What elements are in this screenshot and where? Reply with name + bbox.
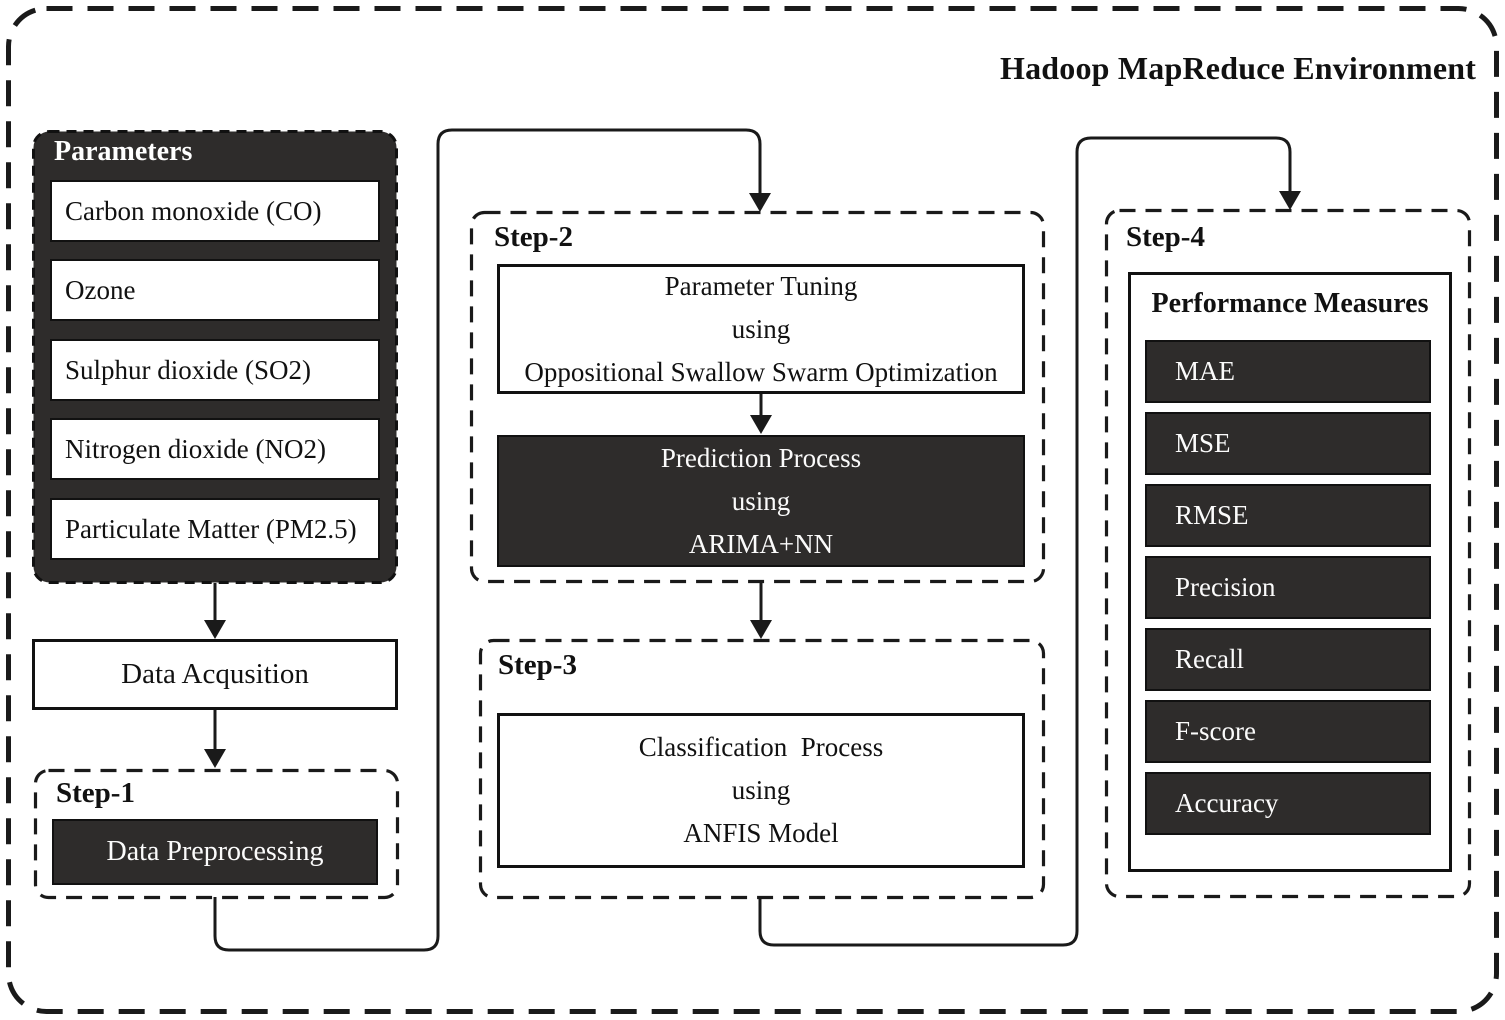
classification-process-box xyxy=(497,713,1025,868)
parameter-item-so2: Sulphur dioxide (SO2) xyxy=(50,339,380,401)
parameters-title: Parameters xyxy=(54,136,193,167)
prediction-line-1: Prediction Process xyxy=(660,442,862,473)
parameter-item-pm25: Particulate Matter (PM2.5) xyxy=(50,498,380,560)
arrowhead-into-step2 xyxy=(749,193,771,212)
step2-label: Step-2 xyxy=(494,221,573,253)
performance-measures-header: Performance Measures xyxy=(1151,288,1429,319)
tuning-line-1: Parameter Tuning xyxy=(664,270,858,301)
measure-mae: MAE xyxy=(1145,340,1431,403)
data-preprocessing-box: Data Preprocessing xyxy=(52,819,378,885)
measure-fscore: F-score xyxy=(1145,700,1431,763)
classification-line-1: Classification Process xyxy=(638,732,884,762)
environment-title: Hadoop MapReduce Environment xyxy=(1000,50,1477,86)
step1-label: Step-1 xyxy=(56,777,135,809)
tuning-line-3: Oppositional Swallow Swarm Optimization xyxy=(524,356,998,387)
parameter-item-no2: Nitrogen dioxide (NO2) xyxy=(50,418,380,480)
arrowhead-into-step3 xyxy=(750,620,772,639)
parameter-tuning-box xyxy=(497,264,1025,394)
arrowhead-into-acquisition xyxy=(204,620,226,639)
classification-line-2: using xyxy=(731,775,791,805)
arrowhead-into-step4 xyxy=(1279,191,1301,210)
arrowhead-into-step1 xyxy=(204,749,226,768)
tuning-line-2: using xyxy=(731,313,791,344)
prediction-process-box xyxy=(497,435,1025,567)
prediction-line-3: ARIMA+NN xyxy=(688,528,834,559)
classification-line-3: ANFIS Model xyxy=(683,818,839,848)
step4-label: Step-4 xyxy=(1126,221,1205,253)
step3-label: Step-3 xyxy=(498,649,577,681)
measure-accuracy: Accuracy xyxy=(1145,772,1431,835)
data-acquisition-box: Data Acqusition xyxy=(32,639,398,710)
measure-rmse: RMSE xyxy=(1145,484,1431,547)
prediction-line-2: using xyxy=(731,485,791,516)
measure-precision: Precision xyxy=(1145,556,1431,619)
parameter-item-co: Carbon monoxide (CO) xyxy=(50,180,380,242)
parameter-item-ozone: Ozone xyxy=(50,259,380,321)
measure-mse: MSE xyxy=(1145,412,1431,475)
measure-recall: Recall xyxy=(1145,628,1431,691)
